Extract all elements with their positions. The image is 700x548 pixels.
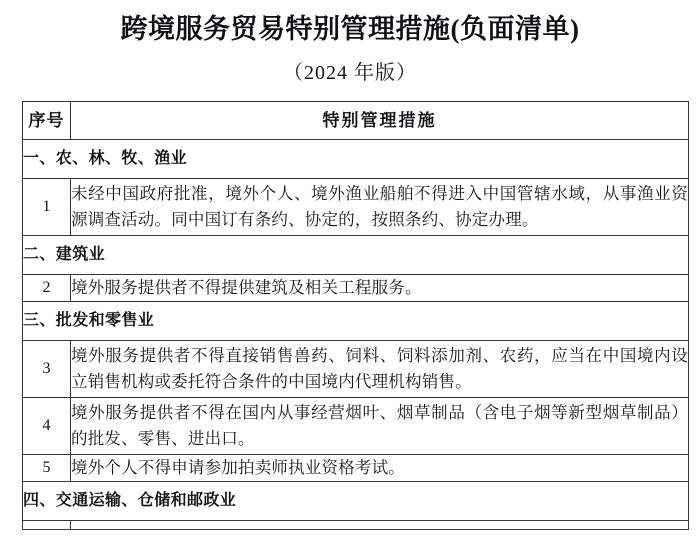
section-heading-row bbox=[23, 302, 689, 341]
section-heading-agriculture: 一、农、林、牧、渔业 bbox=[23, 140, 689, 179]
row-index: 3 bbox=[23, 341, 71, 398]
row-index: 4 bbox=[23, 398, 71, 455]
table-row-clipped bbox=[23, 521, 689, 530]
row-index: 5 bbox=[23, 455, 71, 482]
row-measure-text: 境外个人不得申请参加拍卖师执业资格考试。 bbox=[71, 455, 689, 482]
row-index: 2 bbox=[23, 275, 71, 302]
row-measure-text: 未经中国政府批准，境外个人、境外渔业船舶不得进入中国管辖水域，从事渔业资源调查活动。同中国订有条约、协定的，按照条约、协定办理。 bbox=[71, 179, 689, 236]
row-index-clipped bbox=[23, 521, 71, 530]
section-heading-wholesale-retail: 三、批发和零售业 bbox=[23, 302, 689, 341]
table-row bbox=[23, 341, 689, 398]
section-heading-transport-storage-post: 四、交通运输、仓储和邮政业 bbox=[23, 482, 689, 521]
page-title: 跨境服务贸易特别管理措施(负面清单) bbox=[120, 14, 580, 44]
table-row bbox=[23, 275, 689, 302]
section-heading-row bbox=[23, 236, 689, 275]
section-heading-row bbox=[23, 140, 689, 179]
section-heading-construction: 二、建筑业 bbox=[23, 236, 689, 275]
page-subtitle: （2024 年版） bbox=[283, 62, 417, 84]
table-row bbox=[23, 398, 689, 455]
negative-list-table-wrapper bbox=[22, 101, 688, 530]
row-measure-text-clipped bbox=[71, 521, 689, 530]
row-measure-text: 境外服务提供者不得提供建筑及相关工程服务。 bbox=[71, 275, 689, 302]
negative-list-table bbox=[22, 101, 689, 530]
section-heading-row bbox=[23, 482, 689, 521]
table-row bbox=[23, 455, 689, 482]
row-measure-text: 境外服务提供者不得在国内从事经营烟叶、烟草制品（含电子烟等新型烟草制品）的批发、零售、进出口。 bbox=[71, 398, 689, 455]
column-header-index: 序号 bbox=[23, 102, 71, 140]
column-header-measure: 特别管理措施 bbox=[71, 102, 689, 140]
table-row bbox=[23, 179, 689, 236]
row-index: 1 bbox=[23, 179, 71, 236]
table-header-row bbox=[23, 102, 689, 140]
row-measure-text: 境外服务提供者不得直接销售兽药、饲料、饲料添加剂、农药，应当在中国境内设立销售机构或委托符合条件的中国境内代理机构销售。 bbox=[71, 341, 689, 398]
